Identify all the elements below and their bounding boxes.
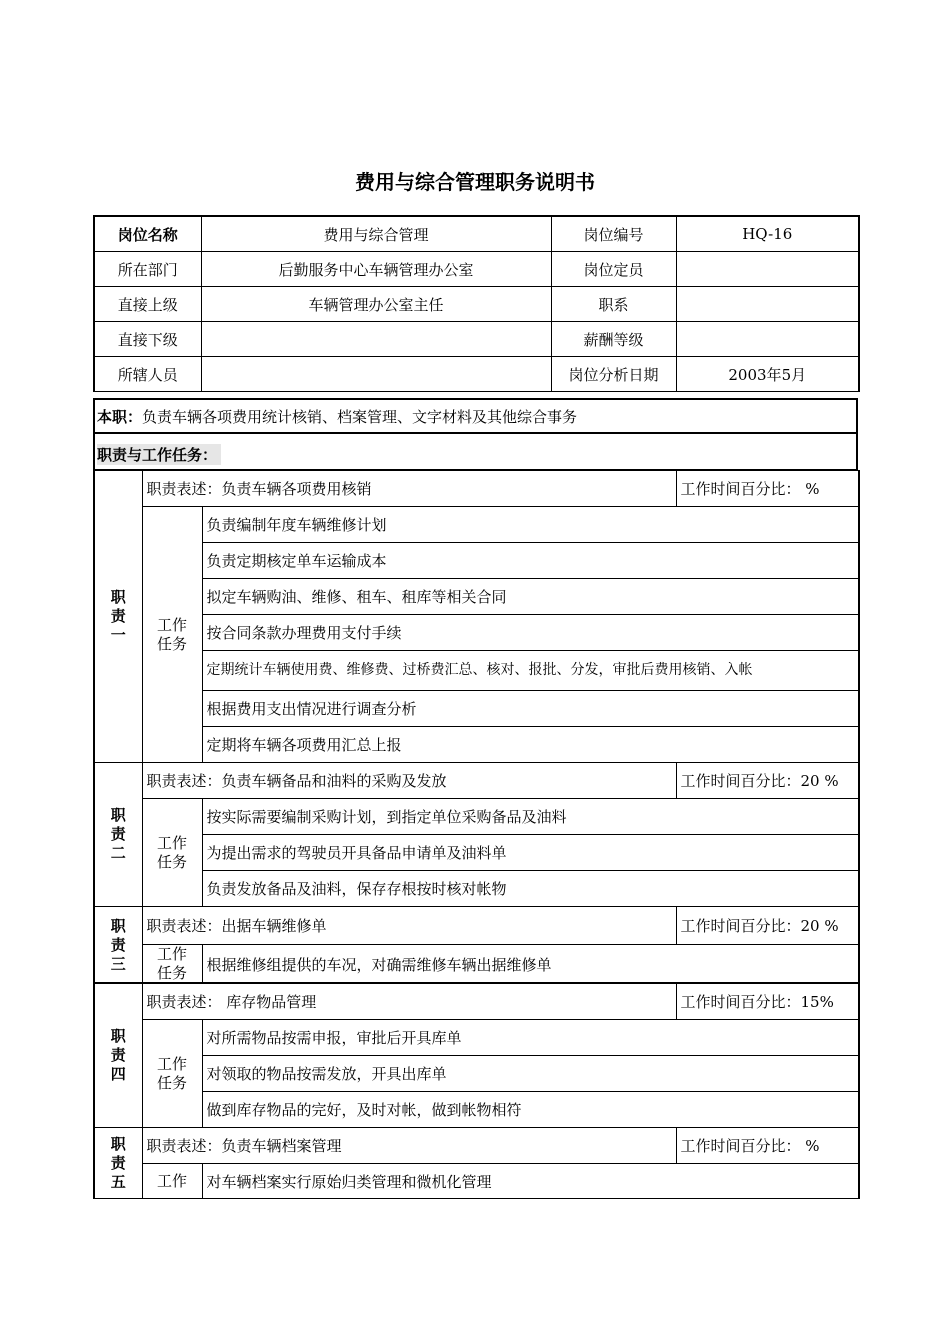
task-item: 拟定车辆购油、维修、租车、租库等相关合同	[202, 579, 859, 615]
field-label: 直接上级	[94, 287, 201, 322]
field-value: 费用与综合管理	[201, 216, 551, 252]
field-value	[201, 357, 551, 392]
work-task-label: 工作 任务	[142, 799, 202, 907]
time-percentage: 工作时间百分比： %	[676, 1128, 859, 1164]
task-item: 为提出需求的驾驶员开具备品申请单及油料单	[202, 835, 859, 871]
time-percentage: 工作时间百分比：15%	[676, 983, 859, 1020]
field-value	[676, 287, 859, 322]
task-item: 定期将车辆各项费用汇总上报	[202, 727, 859, 763]
work-task-label: 工作	[142, 1164, 202, 1199]
tasks-heading-row	[93, 434, 858, 470]
field-label: 岗位名称	[94, 216, 201, 252]
task-item: 负责编制年度车辆维修计划	[202, 507, 859, 543]
duty-description: 职责表述：负责车辆档案管理	[142, 1128, 676, 1164]
duty-label: 职 责 二	[94, 763, 142, 907]
header-table	[93, 215, 860, 392]
duty-block-5	[93, 1127, 860, 1199]
header-row	[94, 216, 859, 252]
task-item: 定期统计车辆使用费、维修费、过桥费汇总、核对、报批、分发，审批后费用核销、入帐	[202, 651, 859, 691]
main-duty-label: 本职：	[97, 408, 143, 426]
work-task-label: 工作 任务	[142, 945, 202, 984]
header-row	[94, 287, 859, 322]
main-duty-text: 负责车辆各项费用统计核销、档案管理、文字材料及其他综合事务	[142, 408, 578, 426]
field-label: 岗位编号	[551, 216, 676, 252]
field-label: 职系	[551, 287, 676, 322]
field-value	[676, 322, 859, 357]
task-item: 对所需物品按需申报，审批后开具库单	[202, 1020, 859, 1056]
field-label: 岗位定员	[551, 252, 676, 287]
header-row	[94, 252, 859, 287]
field-label: 直接下级	[94, 322, 201, 357]
duty-block-1	[93, 470, 860, 763]
task-item: 负责定期核定单车运输成本	[202, 543, 859, 579]
field-value: HQ-16	[676, 216, 859, 252]
task-item: 负责发放备品及油料，保存存根按时核对帐物	[202, 871, 859, 907]
work-task-label: 工作 任务	[142, 1020, 202, 1128]
field-value: 车辆管理办公室主任	[201, 287, 551, 322]
time-percentage: 工作时间百分比：20 %	[676, 907, 859, 945]
field-label: 岗位分析日期	[551, 357, 676, 392]
task-item: 对领取的物品按需发放，开具出库单	[202, 1056, 859, 1092]
task-item: 做到库存物品的完好，及时对帐，做到帐物相符	[202, 1092, 859, 1128]
time-percentage: 工作时间百分比：20 %	[676, 763, 859, 799]
field-label: 薪酬等级	[551, 322, 676, 357]
field-value	[676, 252, 859, 287]
duty-label: 职 责 三	[94, 907, 142, 984]
page-title: 费用与综合管理职务说明书	[355, 170, 595, 194]
duty-block-2	[93, 762, 860, 907]
duty-block-4	[93, 982, 860, 1128]
duty-description: 职责表述：负责车辆备品和油料的采购及发放	[142, 763, 676, 799]
work-task-label: 工作 任务	[142, 507, 202, 763]
header-row	[94, 357, 859, 392]
field-label: 所辖人员	[94, 357, 201, 392]
duty-block-3	[93, 906, 860, 984]
task-item: 按实际需要编制采购计划，到指定单位采购备品及油料	[202, 799, 859, 835]
field-value	[201, 322, 551, 357]
duty-label: 职 责 四	[94, 983, 142, 1128]
task-item: 根据费用支出情况进行调查分析	[202, 691, 859, 727]
duty-description: 职责表述：出据车辆维修单	[142, 907, 676, 945]
field-label: 所在部门	[94, 252, 201, 287]
task-item: 对车辆档案实行原始归类管理和微机化管理	[202, 1164, 859, 1199]
task-item: 根据维修组提供的车况，对确需维修车辆出据维修单	[202, 945, 859, 984]
duty-description: 职责表述：负责车辆各项费用核销	[142, 471, 676, 507]
main-duty-row	[93, 398, 858, 434]
field-value: 后勤服务中心车辆管理办公室	[201, 252, 551, 287]
field-value: 2003年5月	[676, 357, 859, 392]
duty-description: 职责表述： 库存物品管理	[142, 983, 676, 1020]
tasks-heading: 职责与工作任务：	[97, 444, 221, 465]
duty-label: 职 责 一	[94, 471, 142, 763]
header-row	[94, 322, 859, 357]
task-item: 按合同条款办理费用支付手续	[202, 615, 859, 651]
duty-label: 职 责 五	[94, 1128, 142, 1199]
time-percentage: 工作时间百分比： %	[676, 471, 859, 507]
